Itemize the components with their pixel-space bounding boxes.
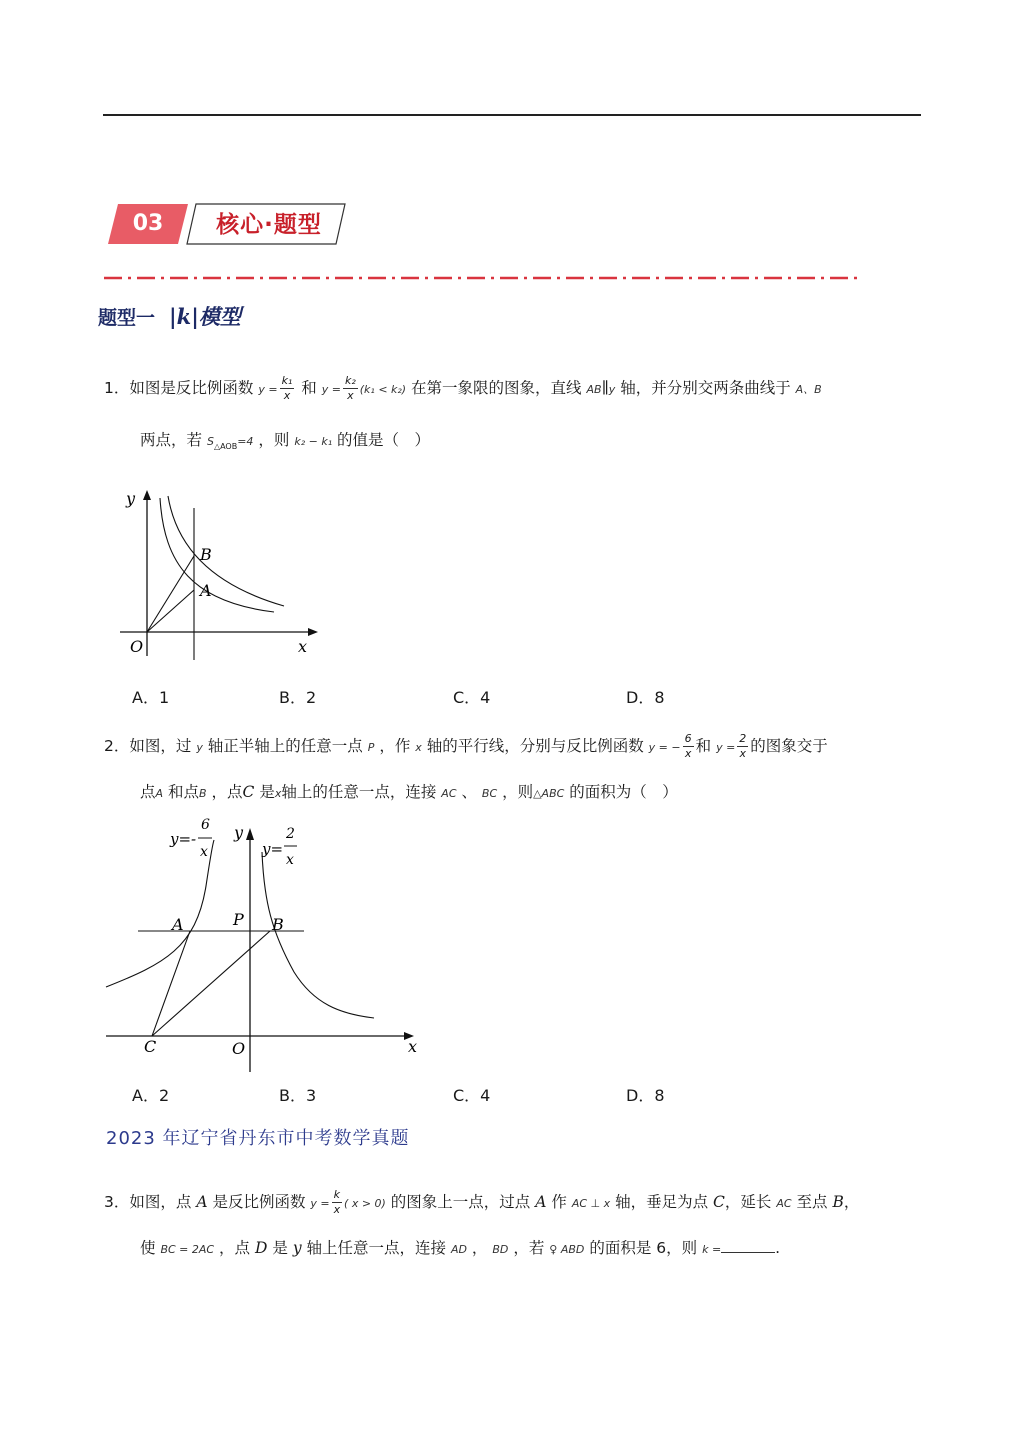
q3-B: B — [832, 1193, 844, 1211]
question-3-line-2 — [140, 1236, 780, 1262]
q3-triangle: ♀ ABD — [549, 1243, 585, 1256]
q2-option-d[interactable]: D．8 — [626, 1086, 665, 1105]
question-3-line-1 — [104, 1188, 859, 1217]
q2-segment-ac — [152, 931, 190, 1036]
q3-perpendicular: AC ⊥ x — [571, 1197, 611, 1210]
q1-option-d[interactable]: D．8 — [626, 688, 665, 707]
q1-condition: (k₁ < k₂) — [359, 383, 407, 396]
q3-f-num: k — [333, 1188, 341, 1201]
q1-y-arrow — [143, 490, 151, 500]
q1-label-x: x — [298, 637, 308, 656]
q3-equation: BC = 2AC — [160, 1243, 215, 1256]
q1-label-b: B — [200, 545, 212, 564]
q2-label-a: A — [172, 915, 184, 934]
q1-label-y: y — [126, 489, 136, 508]
q1-option-b[interactable]: B．2 — [279, 688, 317, 707]
q3-A: A — [196, 1193, 208, 1211]
q3-D: D — [255, 1239, 268, 1257]
q3-answer-blank[interactable] — [721, 1236, 775, 1253]
q2-f2-num: 2 — [739, 732, 747, 745]
header-rule — [103, 114, 921, 116]
q2-option-b[interactable]: B．3 — [279, 1086, 317, 1105]
q3-l2d: 轴上任意一点，连接 — [306, 1239, 447, 1257]
q3-t3: 的图象上一点，过点 — [390, 1193, 531, 1211]
q2-B: B — [199, 787, 207, 800]
q1-line2-a: 两点，若 — [140, 431, 203, 449]
q2-t4: 轴的平行线，分别与反比例函数 — [426, 737, 644, 755]
q2-f2-den: x — [739, 747, 747, 760]
q2-and: 和 — [695, 737, 712, 755]
q1-option-a[interactable]: A．1 — [132, 688, 170, 707]
q1-label-a: A — [200, 581, 212, 600]
q1-difference: k₂ − k₁ — [294, 435, 333, 448]
q2-sep: 、 — [461, 783, 477, 801]
q3-l2f: 的面积是 6，则 — [589, 1239, 698, 1257]
q1-number: 1． — [104, 379, 130, 397]
section-title: 核心·题型 — [216, 212, 322, 238]
exam-source-heading: 2023 年辽宁省丹东市中考数学真题 — [106, 1128, 410, 1149]
q1-segment-oa — [147, 590, 194, 632]
question-2-line-2 — [140, 780, 678, 806]
type-heading-model: |k|模型 — [169, 304, 241, 329]
q3-t1: 如图，点 — [129, 1193, 192, 1211]
q2-y-arrow — [246, 828, 254, 840]
q2-y: y — [196, 741, 203, 754]
q3-ac: AC — [776, 1197, 792, 1210]
q2-label-x: x — [408, 1037, 418, 1056]
q1-formula-1: y = — [258, 383, 278, 396]
q2-A: A — [155, 787, 164, 800]
q3-f-lead: y = — [310, 1197, 330, 1210]
question-2-line-1 — [104, 732, 828, 761]
q2-x: x — [415, 741, 422, 754]
q3-fraction — [332, 1188, 342, 1217]
q2-label-f1-den: x — [200, 844, 208, 860]
q2-l2c: ，点 — [211, 783, 243, 801]
q2-f1-num: 6 — [684, 732, 692, 745]
q1-area-sub: △AOB — [213, 442, 238, 452]
q2-label-f2: y= — [262, 840, 284, 858]
q1-curve-k2 — [168, 496, 284, 606]
q2-l2a: 点 — [140, 783, 156, 801]
q2-l2f: ，则 — [502, 783, 534, 801]
q3-t7: 至点 — [796, 1193, 828, 1211]
q1-points: A、B — [795, 383, 822, 396]
q2-bc: BC — [481, 787, 498, 800]
q2-t5: 的图象交于 — [750, 737, 828, 755]
q2-fraction-1 — [683, 732, 694, 761]
q2-label-f1-num: 6 — [201, 817, 210, 833]
q1-f1-num: k₁ — [281, 374, 293, 387]
section-number: 03 — [132, 211, 164, 236]
q1-x-arrow — [308, 628, 318, 636]
q3-t5: 轴，垂足为点 — [615, 1193, 709, 1211]
q3-end: . — [775, 1239, 781, 1257]
q1-f2-den: x — [347, 389, 354, 402]
q1-segment-ob — [147, 556, 194, 632]
q3-k: k = — [702, 1243, 722, 1256]
q2-t1: 如图，过 — [129, 737, 192, 755]
q2-C: C — [242, 783, 255, 801]
q3-f-den: x — [333, 1203, 341, 1216]
q2-figure — [104, 812, 424, 1074]
question-type-heading — [98, 302, 241, 332]
q3-t2: 是反比例函数 — [212, 1193, 306, 1211]
q1-line-ab: AB — [586, 383, 602, 396]
q3-t8: ， — [843, 1193, 860, 1211]
q2-option-a[interactable]: A．2 — [132, 1086, 170, 1105]
q1-area-s: S — [206, 435, 214, 448]
q1-f2-num: k₂ — [344, 374, 356, 387]
type-heading-prefix: 题型一 — [98, 307, 156, 329]
q3-y: y — [292, 1239, 302, 1257]
q2-label-f1: y=- — [170, 830, 197, 848]
q2-t2: 轴正半轴上的任意一点 — [207, 737, 363, 755]
q3-bd: BD — [492, 1243, 509, 1256]
q3-number: 3． — [104, 1193, 130, 1211]
q1-f1-den: x — [283, 389, 291, 402]
q2-number: 2． — [104, 737, 130, 755]
q1-text: 如图是反比例函数 — [129, 379, 254, 397]
q2-l2e: 轴上的任意一点，连接 — [281, 783, 437, 801]
q1-fraction-1 — [280, 374, 295, 403]
q1-label-o: O — [130, 637, 144, 656]
q3-A2: A — [535, 1193, 547, 1211]
q3-C: C — [713, 1193, 725, 1211]
q1-text-c: 轴，并分别交两条曲线于 — [620, 379, 791, 397]
q3-sep: ， — [471, 1239, 488, 1257]
q3-l2e: ，若 — [513, 1239, 545, 1257]
q2-l2g: 的面积为（ ） — [569, 783, 678, 801]
q3-t4: 作 — [551, 1193, 567, 1211]
question-1-line-1 — [104, 374, 822, 403]
q2-label-c: C — [144, 1037, 157, 1056]
q1-parallel: ∥ — [601, 379, 609, 397]
q2-f1-den: x — [684, 747, 692, 760]
q1-option-c[interactable]: C．4 — [453, 688, 491, 707]
q3-l2c: 是 — [272, 1239, 288, 1257]
q2-ac: AC — [441, 787, 457, 800]
q2-label-p: P — [233, 910, 244, 929]
q2-curve-left — [106, 840, 214, 987]
q1-formula-2: y = — [321, 383, 341, 396]
q3-ad: AD — [450, 1243, 467, 1256]
q3-condition: ( x > 0) — [344, 1197, 386, 1210]
q3-t6: ，延长 — [724, 1193, 772, 1211]
q2-label-y: y — [234, 823, 244, 842]
q1-curve-k1 — [160, 498, 274, 612]
q1-text-b: 在第一象限的图象，直线 — [411, 379, 582, 397]
q1-and: 和 — [301, 379, 317, 397]
q2-label-f2-num: 2 — [286, 826, 295, 842]
q2-f1-lead: y = − — [648, 741, 681, 754]
q2-segment-bc — [152, 931, 270, 1036]
q2-t3: ，作 — [379, 737, 411, 755]
q1-figure — [112, 484, 320, 660]
q2-l2b: 和点 — [167, 783, 199, 801]
q2-l2d: 是 — [259, 783, 275, 801]
q1-area-value: =4 — [237, 435, 254, 448]
q1-y: y — [608, 383, 616, 396]
q1-fraction-2 — [343, 374, 358, 403]
q2-label-b: B — [272, 915, 284, 934]
q2-label-o: O — [232, 1039, 246, 1058]
dash-dot-divider — [104, 272, 860, 284]
q2-f2-lead: y = — [716, 741, 736, 754]
q2-p: P — [367, 741, 375, 754]
q2-x2: x — [274, 787, 282, 800]
q1-line2-c: 的值是（ ） — [337, 431, 431, 449]
q2-label-f2-den: x — [286, 852, 294, 868]
q2-fraction-2 — [737, 732, 748, 761]
q1-line2-b: ，则 — [258, 431, 290, 449]
q2-curve-right — [262, 852, 374, 1018]
q2-option-c[interactable]: C．4 — [453, 1086, 491, 1105]
q3-l2a: 使 — [140, 1239, 156, 1257]
q3-l2b: ，点 — [219, 1239, 251, 1257]
question-1-line-2 — [140, 428, 430, 459]
q2-triangle: △ABC — [533, 787, 565, 800]
